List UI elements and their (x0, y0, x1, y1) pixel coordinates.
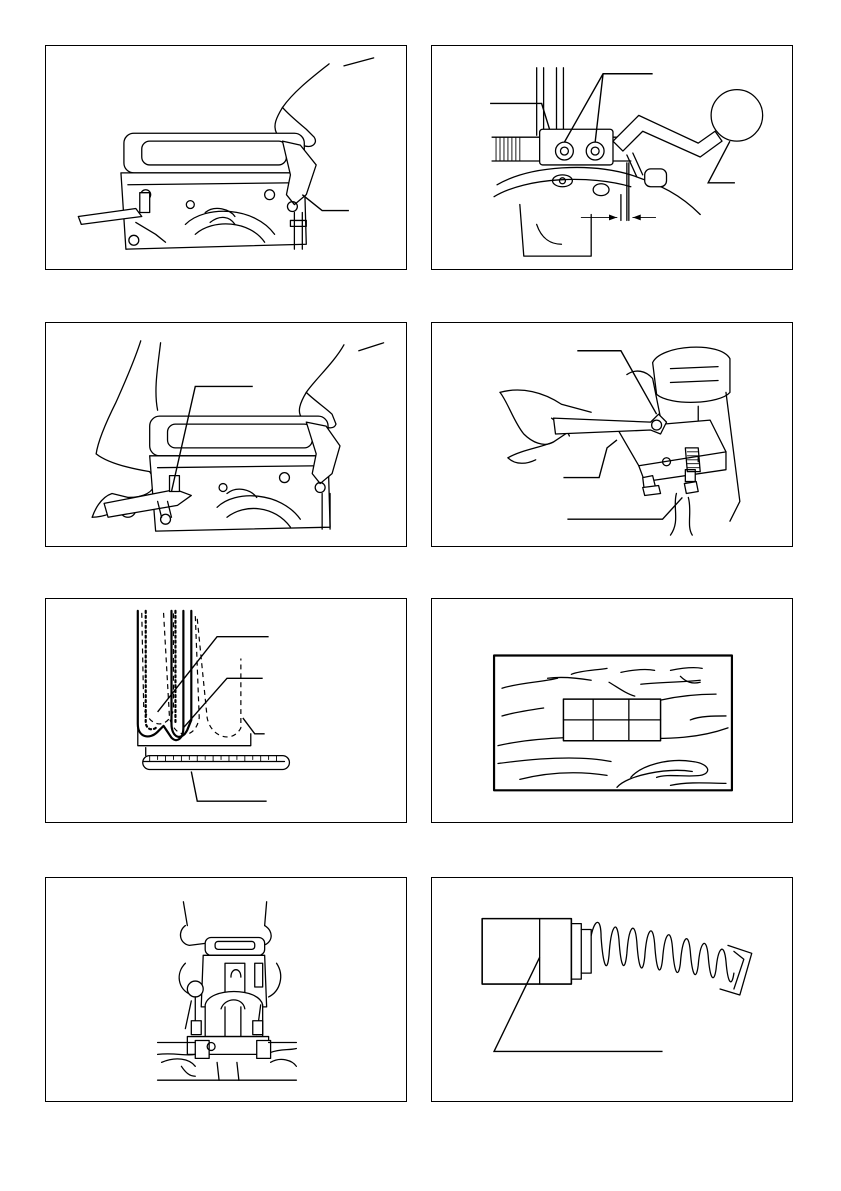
figure-3-illustration (46, 323, 406, 546)
scale-rule (143, 756, 290, 770)
figure-7-illustration (46, 878, 406, 1101)
figure-2-illustration (432, 46, 792, 269)
handle-bar (150, 416, 328, 456)
dimension-arrows (609, 214, 641, 220)
leader-2 (183, 678, 262, 728)
figure-4-illustration (432, 323, 792, 546)
left-hand-top (180, 926, 205, 946)
handle-bar (124, 133, 304, 173)
leader-line (302, 195, 349, 211)
figure-7-machine-on-workpiece (45, 877, 407, 1102)
figure-4-wrench-on-nut (431, 322, 793, 547)
figure-1-lever-guide-plate (45, 45, 407, 270)
leader-middle (563, 440, 617, 478)
figure-5-illustration (46, 599, 406, 822)
sleeve-outline (275, 64, 329, 141)
leader-bottom (567, 497, 682, 519)
figure-8-illustration (432, 878, 792, 1101)
spring (591, 922, 734, 981)
leader-top (577, 351, 656, 414)
ball-knob (711, 90, 763, 142)
leader-1 (158, 637, 269, 712)
leader-3 (243, 718, 265, 734)
machine-head (653, 347, 730, 402)
handle-rod (613, 115, 722, 157)
hand-outline (500, 390, 591, 412)
figure-3-wrench-guide-plate (45, 322, 407, 547)
figure-2-adjusting-bolts (431, 45, 793, 270)
figure-6-illustration (432, 599, 792, 822)
bolt-right (586, 142, 604, 160)
handle-top (205, 937, 264, 955)
bolt-left (556, 142, 574, 160)
leader-block (490, 103, 549, 129)
knob-left (187, 981, 203, 997)
figure-6-mortise-outline (431, 598, 793, 823)
figure-5-saw-chain-profiles (45, 598, 407, 823)
figure-8-carbon-brush (431, 877, 793, 1102)
figure-1-illustration (46, 46, 406, 269)
leader-4 (191, 771, 266, 801)
carbon-block (482, 919, 571, 984)
right-sleeve (299, 345, 344, 426)
left-sleeve (96, 341, 141, 454)
